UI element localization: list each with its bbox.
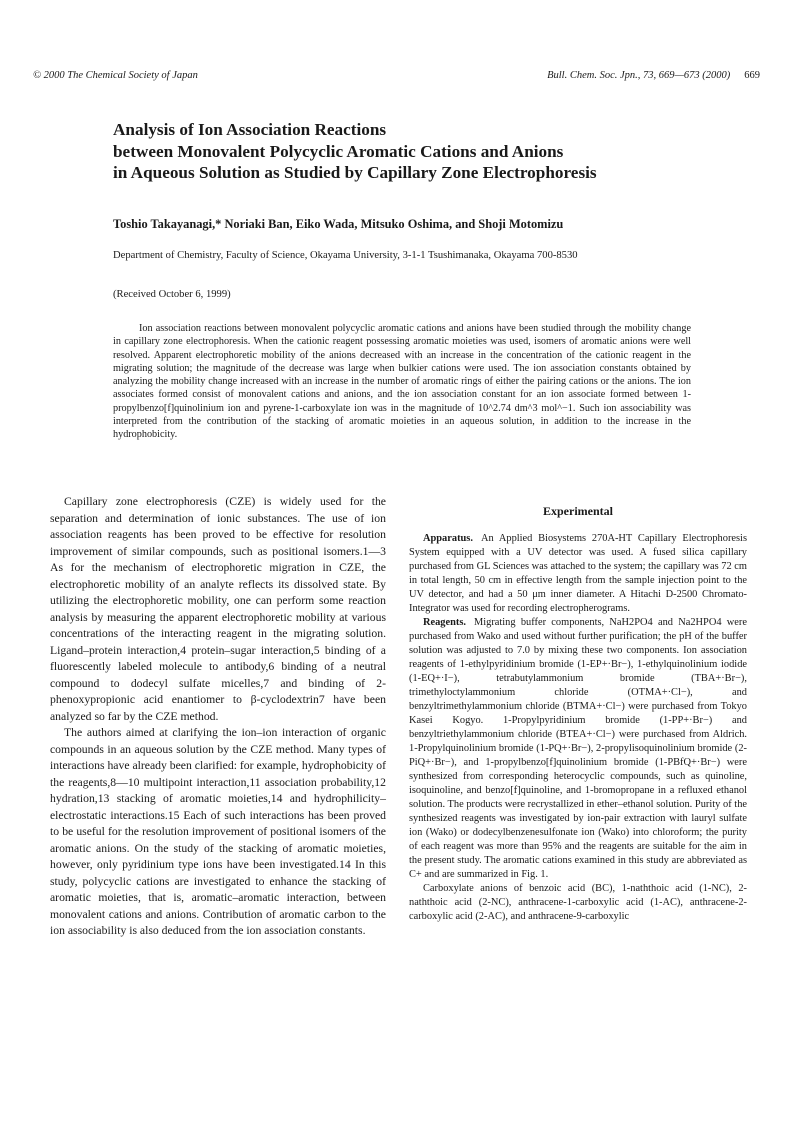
- abstract: Ion association reactions between monovalent polycyclic aromatic cations and anions have been studied through the mobility change in capillary zone electrophoresis. When the cationic reagent possessing aromatic moieties was used, isomers of aromatic anions were well resolved. Apparent electrophoretic mobility of the anions decreased with an increase in the concentration of the cationic reagent in the migrating solution; the magnitude of the decrease was large when bulkier cations were used. The ion association constants obtained by analyzing the mobility change increased with an increase in the number of aromatic rings of either the pairing cations or the anions. The ion associates formed consist of monovalent cations and anions, and the ion association constant for an ion associate formed between 1-propylbenzo[f]quinolinium ion and pyrene-1-carboxylate ion was in the magnitude of 10^2.74 dm^3 mol^−1. Such ion associability was interpreted from the contribution of the stacking of aromatic moieties in an aqueous solution, in addition to the increase in the hydrophobicity.: [113, 323, 691, 441]
- reagents-text: Migrating buffer components, NaH2PO4 and Na2HPO4 were purchased from Wako and used without further purification; the pH of the buffer solution was adjusted to 7.0 by mixing these two components. Ion association reagents of 1-ethylpyridinium bromide (1-EP+·Br−), 1-ethylquinolinium iodide (1-EQ+·I−), tetrabutylammonium bromide (TBA+·Br−), trimethyloctylammonium chloride (OTMA+·Cl−), and benzyltrimethylammonium chloride (BTMA+·Cl−) were purchased from Tokyo Kasei Kogyo. 1-Propylpyridinium bromide (1-PP+·Br−) and benzyltriethylammonium chloride (BTEA+·Cl−) were purchased from Aldrich. 1-Propylquinolinium bromide (1-PQ+·Br−), 2-propylisoquinolinium bromide (2-PiQ+·Br−), and 1-propylbenzo[f]quinolinium bromide (1-PBfQ+·Br−) were synthesized from corresponding heterocyclic compounds, such as quinoline, isoquinoline, and benzo[f]quinoline, and 1-bromopropane in a refluxed ethanol solution. The products were recrystallized in ether–ethanol solution. Purity of the synthesized reagents was investigated by ion-pair extraction with lauryl sulfate ion (Wako) or dodecylbenzenesulfonate ion (Wako) into chloroform; the purity of each reagent was more than 95% and the reagents are suitable for the aim in the present study. The aromatic cations examined in this study are abbreviated as C+ and are summarized in Fig. 1.: [409, 617, 747, 880]
- intro-paragraph-1: Capillary zone electrophoresis (CZE) is widely used for the separation and determination of ionic substances. The use of ion association reagents has been proved to be effective for resolution improvement of similar compounds, such as positional isomers.1—3 As for the mechanism of electrophoretic migration in CZE, the electrophoretic mobility of an analyte reflects its dissolved state. By utilizing the electrophoretic mobility, one can perform some reaction analysis by measuring the apparent electrophoretic mobility at various concentrations of the interacting reagent in the migrating solution. Ligand–protein interaction,4 protein–sugar interaction,5 binding of a fluorescently labeled molecule to antibody,6 binding of a neutral compound to dodecyl sulfate micelles,7 and binding of 2-phenoxypropionic acid enantiomer to β-cyclodextrin7 have been analyzed so far by the CZE method.: [50, 495, 386, 723]
- page-number: 669: [744, 70, 760, 81]
- citation-line: [547, 70, 760, 81]
- copyright-line: © 2000 The Chemical Society of Japan: [33, 70, 198, 81]
- carboxylate-paragraph: Carboxylate anions of benzoic acid (BC), 1-naththoic acid (1-NC), 2-naththoic acid (2-NC), anthracene-1-carboxylic acid (1-AC), anthracene-2-carboxylic acid (2-AC), and anthracene-9-carboxylic: [409, 883, 747, 922]
- title-line: in Aqueous Solution as Studied by Capillary Zone Electrophoresis: [113, 163, 597, 182]
- title-line: Analysis of Ion Association Reactions: [113, 120, 387, 139]
- apparatus-text: An Applied Biosystems 270A-HT Capillary Electrophoresis System equipped with a UV detector was used. A fused silica capillary purchased from GL Sciences was attached to the system; the capillary was 72 cm in total length, 50 cm in effective length from the sample injection point to the UV detector, and had a 50 μm inner diameter. A Hitachi D-2500 Chromato-Integrator was used for recording electropherograms.: [409, 533, 747, 614]
- title-line: between Monovalent Polycyclic Aromatic Cations and Anions: [113, 141, 564, 161]
- article-title: [113, 119, 733, 184]
- apparatus-paragraph: [409, 532, 747, 616]
- running-header: [33, 70, 760, 86]
- citation-text: Bull. Chem. Soc. Jpn., 73, 669—673 (2000): [547, 70, 731, 81]
- intro-paragraph-2: The authors aimed at clarifying the ion–ion interaction of organic compounds in an aqueous solution by the CZE method. Many types of interactions have already been clarified: for example, hydrophobicity of the reagents,8—10 multipoint interaction,11 association probability,12 hydration,13 stacking of aromatic moieties,14 and hydrophilicity–electrostatic interactions.15 Each of such interactions has been proved to be useful for the resolution improvement of positional isomers of the aromatic anions. On the study of the stacking of aromatic moieties, however, only pyridinium type ions have been investigated.14 In this study, polycyclic cations are investigated to enhance the stacking of aromatic moieties, that is, aromatic–aromatic interaction, between monovalent cations and anions. Contribution of aromatic carbon to the ion associability is also deduced from the ion association constants.: [50, 726, 386, 937]
- received-date: (Received October 6, 1999): [113, 289, 231, 300]
- right-column: [409, 504, 747, 924]
- author-list: Toshio Takayanagi,* Noriaki Ban, Eiko Wada, Mitsuko Oshima, and Shoji Motomizu: [113, 217, 564, 231]
- apparatus-label: Apparatus.: [423, 533, 473, 544]
- reagents-label: Reagents.: [423, 617, 466, 628]
- reagents-paragraph: [409, 616, 747, 882]
- left-column: [50, 494, 386, 940]
- affiliation: Department of Chemistry, Faculty of Science, Okayama University, 3-1-1 Tsushimanaka, Okayama 700-8530: [113, 250, 578, 261]
- section-heading-experimental: Experimental: [543, 504, 613, 518]
